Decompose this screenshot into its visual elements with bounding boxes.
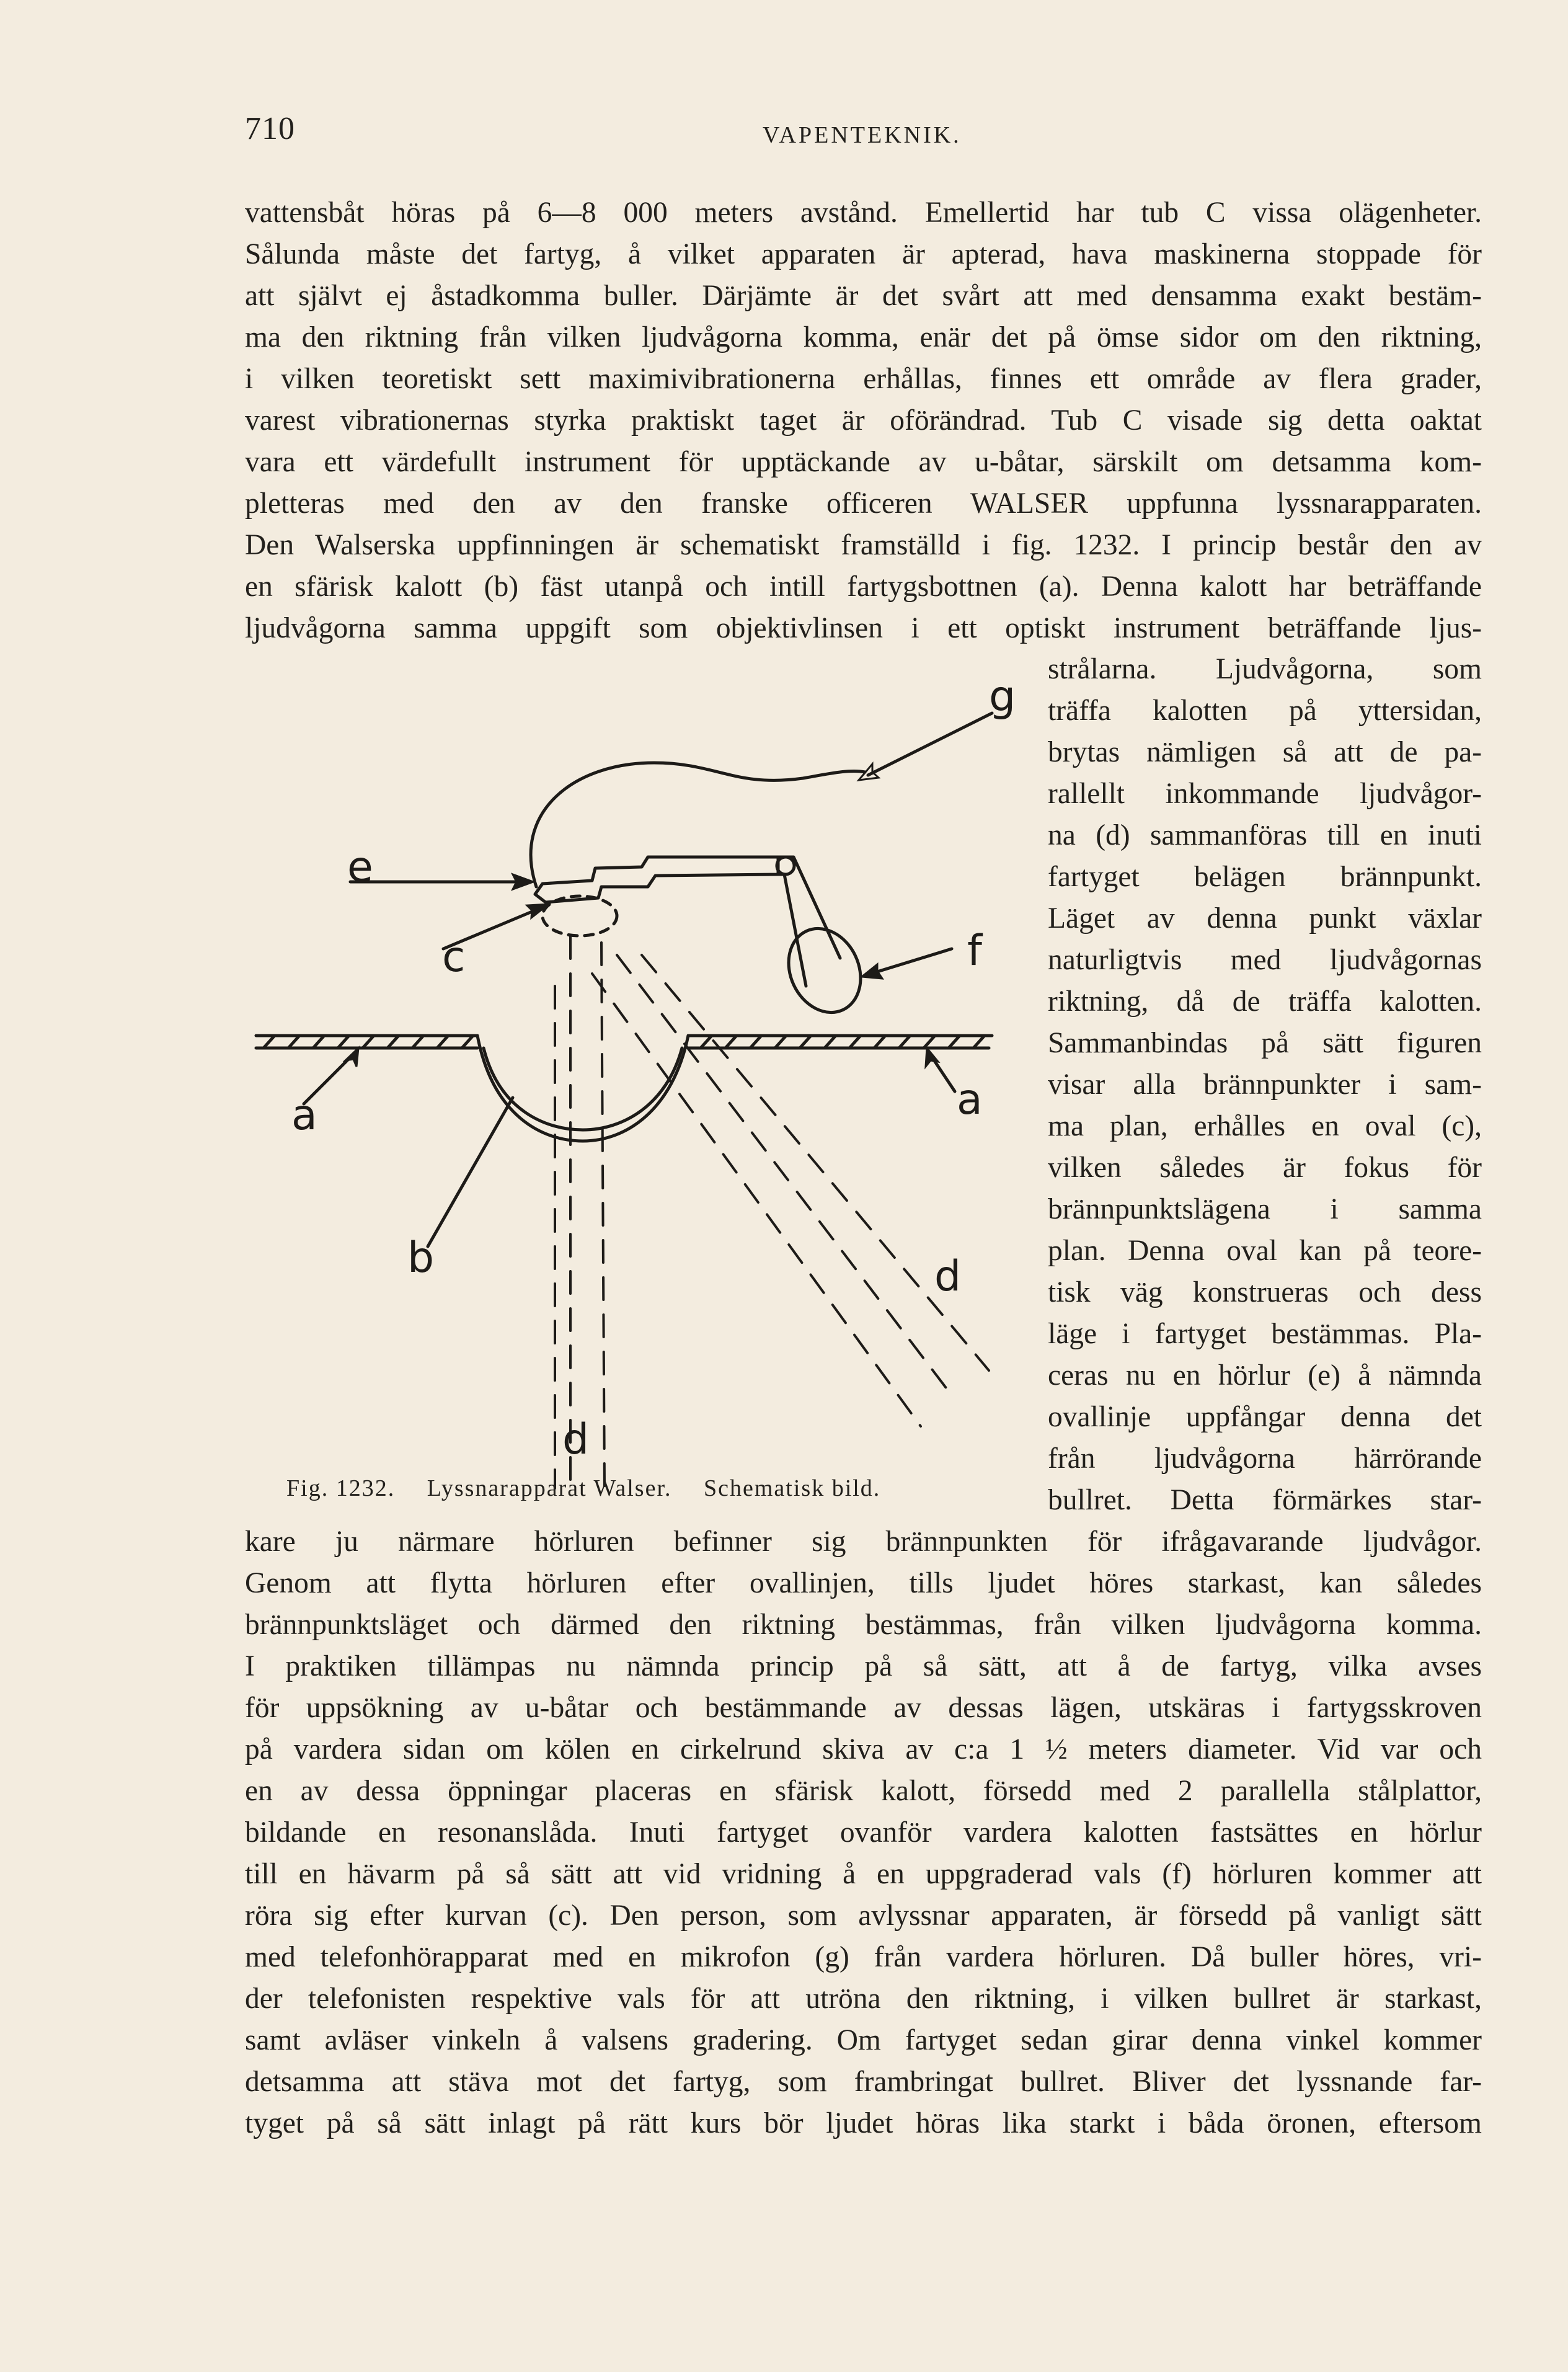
label-d-bottom: d	[562, 1415, 590, 1464]
leader-b	[428, 1098, 513, 1246]
label-c: c	[442, 933, 466, 982]
text-line: visar alla brännpunkter i sam-	[1048, 1068, 1482, 1101]
text-line: att självt ej åstadkomma buller. Därjämte är det svårt att med densamma exakt bestäm-	[245, 280, 1482, 312]
text-line: Läget av denna punkt växlar	[1048, 902, 1482, 935]
page-number: 710	[245, 111, 295, 146]
text-line: ma den riktning från vilken ljudvågorna komma, enär det på ömse sidor om den riktning,	[245, 321, 1482, 353]
leader-g	[868, 713, 992, 775]
figure-drawing	[245, 664, 1026, 1526]
text-line: samt avläser vinkeln å valsens gradering. Om fartyget sedan girar denna vinkel kommer	[245, 2024, 1482, 2056]
text-line: kare ju närmare hörluren befinner sig brännpunkten för ifrågavarande ljudvågor.	[245, 1526, 1482, 1558]
leader-f	[871, 949, 952, 974]
text-line: der telefonisten respektive vals för att utröna den riktning, i vilken bullret är starkast,	[245, 1983, 1482, 2015]
text-line: från ljudvågorna härrörande	[1048, 1442, 1482, 1475]
text-line: tyget på så sätt inlagt på rätt kurs bör ljudet höras lika starkt i båda öronen, eftersom	[245, 2107, 1482, 2139]
label-g: g	[989, 672, 1016, 721]
hull-hatching-right	[701, 1036, 985, 1048]
caption-number: Fig. 1232.	[286, 1475, 396, 1501]
label-e: e	[347, 843, 373, 892]
text-line: Den Walserska uppfinningen är schematiskt framställd i fig. 1232. I princip består den av	[245, 529, 1482, 561]
page-header	[245, 110, 1479, 154]
running-head: VAPENTEKNIK.	[763, 122, 962, 148]
text-line: naturligtvis med ljudvågornas	[1048, 944, 1482, 976]
paragraph-bottom	[245, 1521, 1482, 2144]
text-line: vara ett värdefullt instrument för upptäckande av u-båtar, särskilt om detsamma kom-	[245, 446, 1482, 478]
text-line: för uppsökning av u-båtar och bestämmande av dessas lägen, utskäras i fartygsskroven	[245, 1692, 1482, 1724]
text-line: Genom att flytta hörluren efter ovallinjen, tills ljudet höres starkast, kan således	[245, 1567, 1482, 1599]
calotte-outer	[477, 1036, 688, 1141]
text-line: vattensbåt höras på 6—8 000 meters avstånd. Emellertid har tub C vissa olägenheter.	[245, 197, 1482, 229]
text-line: läge i fartyget bestämmas. Pla-	[1048, 1318, 1482, 1350]
text-line: pletteras med den av den franske officeren WALSER uppfunna lyssnarapparaten.	[245, 487, 1482, 520]
side-column	[1048, 649, 1482, 1521]
calotte-inner	[484, 1048, 682, 1130]
text-line: brytas nämligen så att de pa-	[1048, 736, 1482, 768]
label-f: f	[967, 926, 982, 975]
sound-ray-diagonal-2	[617, 955, 952, 1395]
sound-ray-vertical-3	[601, 943, 605, 1488]
label-d-right: d	[934, 1252, 962, 1301]
text-line: ljudvågorna samma uppgift som objektivlinsen i ett optiskt instrument beträffande ljus-	[245, 612, 1482, 644]
roller-drum	[776, 917, 874, 1024]
text-line: brännpunktsläget och därmed den riktning bestämmas, från vilken ljudvågorna komma.	[245, 1609, 1482, 1641]
text-line: med telefonhörapparat med en mikrofon (g) från vardera hörluren. Då buller höres, vri-	[245, 1941, 1482, 1973]
label-a-right: a	[957, 1075, 983, 1124]
figure-1232	[245, 664, 1026, 1526]
text-line: brännpunktslägena i samma	[1048, 1193, 1482, 1225]
text-line: på vardera sidan om kölen en cirkelrund skiva av c:a 1 ½ meters diameter. Vid var och	[245, 1733, 1482, 1766]
text-line: na (d) sammanföras till en inuti	[1048, 819, 1482, 851]
text-line: en sfärisk kalott (b) fäst utanpå och intill fartygsbottnen (a). Denna kalott har beträffande	[245, 571, 1482, 603]
text-line: detsamma att stäva mot det fartyg, som frambringat bullret. Bliver det lyssnande far-	[245, 2066, 1482, 2098]
telephone-cable	[531, 763, 865, 887]
paragraph-top	[245, 192, 1482, 649]
text-line: i vilken teoretiskt sett maximivibrationerna erhållas, finnes ett område av flera grader,	[245, 363, 1482, 395]
caption-note: Schematisk bild.	[704, 1475, 881, 1501]
text-line: en av dessa öppningar placeras en sfärisk kalott, försedd med 2 parallella stålplattor,	[245, 1775, 1482, 1807]
text-line: träffa kalotten på yttersidan,	[1048, 695, 1482, 727]
figure-caption	[286, 1475, 880, 1502]
text-line: tisk väg konstrueras och dess	[1048, 1276, 1482, 1308]
text-line: riktning, då de träffa kalotten.	[1048, 985, 1482, 1018]
text-line: plan. Denna oval kan på teore-	[1048, 1235, 1482, 1267]
text-line: vilken således är fokus för	[1048, 1152, 1482, 1184]
text-line: strålarna. Ljudvågorna, som	[1048, 653, 1482, 685]
hull-hatching-left	[264, 1036, 473, 1048]
text-line: fartyget belägen brännpunkt.	[1048, 861, 1482, 893]
text-line: till en hävarm på så sätt att vid vridning å en uppgraderad vals (f) hörluren kommer att	[245, 1858, 1482, 1890]
label-b: b	[407, 1233, 435, 1282]
text-line: varest vibrationernas styrka praktiskt taget är oförändrad. Tub C visade sig detta oaktat	[245, 404, 1482, 437]
arrowhead-a-left	[345, 1048, 358, 1067]
text-line: ma plan, erhålles en oval (c),	[1048, 1110, 1482, 1142]
caption-title: Lyssnarapparat Walser.	[427, 1475, 672, 1501]
text-line: rallellt inkommande ljudvågor-	[1048, 778, 1482, 810]
arrowhead-e	[513, 874, 533, 889]
text-line: röra sig efter kurvan (c). Den person, som avlyssnar apparaten, är försedd på vanligt sätt	[245, 1899, 1482, 1932]
text-line: ovallinje uppfångar denna det	[1048, 1401, 1482, 1433]
text-line: bullret. Detta förmärkes star-	[1048, 1484, 1482, 1516]
sound-ray-diagonal-3	[642, 955, 989, 1370]
text-line: Sammanbindas på sätt figuren	[1048, 1027, 1482, 1059]
text-line: ceras nu en hörlur (e) å nämnda	[1048, 1359, 1482, 1392]
text-line: Sålunda måste det fartyg, å vilket apparaten är apterad, hava maskinerna stoppade för	[245, 238, 1482, 270]
label-a-left: a	[291, 1091, 317, 1140]
text-line: bildande en resonanslåda. Inuti fartyget ovanför vardera kalotten fastsättes en hörlur	[245, 1816, 1482, 1849]
text-line: I praktiken tillämpas nu nämnda princip på så sätt, att å de fartyg, vilka avses	[245, 1650, 1482, 1682]
